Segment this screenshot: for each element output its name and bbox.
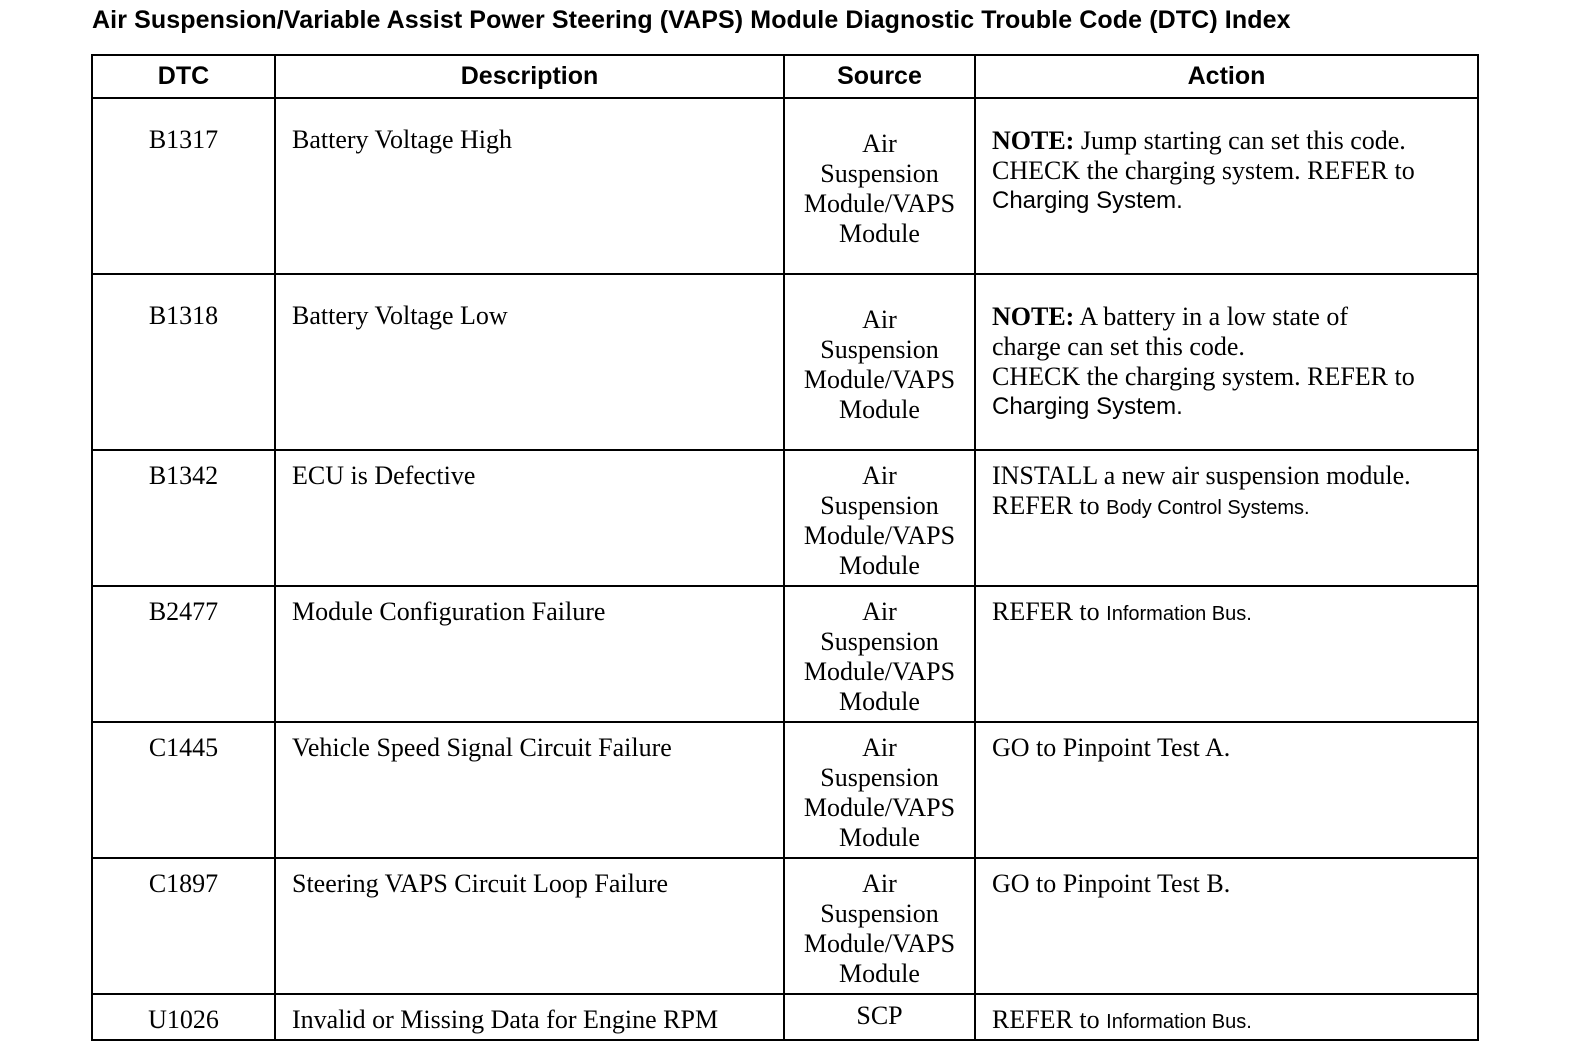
dtc-index-table — [91, 54, 1479, 1041]
reference-link[interactable]: Charging System. — [992, 393, 1183, 420]
source-line: Module/VAPS — [803, 521, 956, 550]
source-line: Suspension — [820, 899, 939, 928]
table-row — [92, 450, 1478, 586]
dtc-source — [784, 994, 975, 1040]
table-header-row — [92, 55, 1478, 98]
action-line: GO to Pinpoint Test B. — [992, 869, 1231, 898]
refer-text: REFER to — [992, 597, 1100, 626]
note-label: NOTE: — [992, 126, 1075, 155]
dtc-source — [784, 722, 975, 858]
source-line: Air — [862, 129, 897, 158]
note-text: Jump starting can set this code. — [1080, 126, 1406, 155]
dtc-description: ECU is Defective — [275, 450, 784, 586]
dtc-code: C1897 — [92, 858, 275, 994]
source-line: Module — [839, 823, 920, 852]
header-action: Action — [975, 55, 1478, 98]
refer-text: REFER to — [992, 491, 1100, 520]
reference-link[interactable]: Body Control Systems. — [1106, 497, 1310, 519]
dtc-description: Module Configuration Failure — [275, 586, 784, 722]
source-line: Air — [862, 597, 897, 626]
action-line: CHECK the charging system. REFER to — [992, 156, 1415, 185]
reference-link[interactable]: Charging System. — [992, 187, 1183, 214]
reference-link[interactable]: Information Bus. — [1106, 603, 1252, 625]
dtc-action — [975, 994, 1478, 1040]
dtc-code: B1317 — [92, 98, 275, 274]
dtc-code: U1026 — [92, 994, 275, 1040]
action-line: CHECK the charging system. REFER to — [992, 362, 1415, 391]
dtc-description: Vehicle Speed Signal Circuit Failure — [275, 722, 784, 858]
dtc-description: Steering VAPS Circuit Loop Failure — [275, 858, 784, 994]
source-line: Suspension — [820, 159, 939, 188]
header-source: Source — [784, 55, 975, 98]
note-label: NOTE: — [992, 302, 1075, 331]
page-title: Air Suspension/Variable Assist Power Steering (VAPS) Module Diagnostic Trouble Code (DTC) Index — [92, 6, 1291, 34]
dtc-action — [975, 586, 1478, 722]
table-row — [92, 586, 1478, 722]
source-line: SCP — [856, 1001, 903, 1030]
table-row — [92, 98, 1478, 274]
action-line: GO to Pinpoint Test A. — [992, 733, 1231, 762]
source-line: Module — [839, 959, 920, 988]
source-line: Suspension — [820, 763, 939, 792]
dtc-description: Invalid or Missing Data for Engine RPM — [275, 994, 784, 1040]
dtc-description: Battery Voltage Low — [275, 274, 784, 450]
dtc-action — [975, 858, 1478, 994]
note-text: A battery in a low state of — [1079, 302, 1349, 331]
action-line: INSTALL a new air suspension module. — [992, 461, 1411, 490]
dtc-action — [975, 450, 1478, 586]
table-row — [92, 722, 1478, 858]
dtc-source — [784, 274, 975, 450]
header-dtc: DTC — [92, 55, 275, 98]
dtc-source — [784, 98, 975, 274]
table-row — [92, 858, 1478, 994]
source-line: Module — [839, 395, 920, 424]
source-line: Air — [862, 733, 897, 762]
dtc-action — [975, 98, 1478, 274]
dtc-code: B2477 — [92, 586, 275, 722]
source-line: Suspension — [820, 627, 939, 656]
dtc-source — [784, 586, 975, 722]
source-line: Suspension — [820, 491, 939, 520]
dtc-action — [975, 274, 1478, 450]
reference-link[interactable]: Information Bus. — [1106, 1011, 1252, 1033]
source-line: Module/VAPS — [803, 657, 956, 686]
dtc-source — [784, 858, 975, 994]
source-line: Module/VAPS — [803, 189, 956, 218]
dtc-code: C1445 — [92, 722, 275, 858]
dtc-description: Battery Voltage High — [275, 98, 784, 274]
source-line: Module — [839, 551, 920, 580]
header-description: Description — [275, 55, 784, 98]
dtc-code: B1318 — [92, 274, 275, 450]
source-line: Module/VAPS — [803, 929, 956, 958]
source-line: Air — [862, 869, 897, 898]
source-line: Module/VAPS — [803, 365, 956, 394]
source-line: Air — [862, 461, 897, 490]
source-line: Module/VAPS — [803, 793, 956, 822]
source-line: Suspension — [820, 335, 939, 364]
source-line: Air — [862, 305, 897, 334]
dtc-code: B1342 — [92, 450, 275, 586]
dtc-action — [975, 722, 1478, 858]
refer-text: REFER to — [992, 1005, 1100, 1034]
note-text: charge can set this code. — [992, 332, 1245, 361]
source-line: Module — [839, 219, 920, 248]
source-line: Module — [839, 687, 920, 716]
dtc-source — [784, 450, 975, 586]
table-row — [92, 994, 1478, 1040]
table-row — [92, 274, 1478, 450]
